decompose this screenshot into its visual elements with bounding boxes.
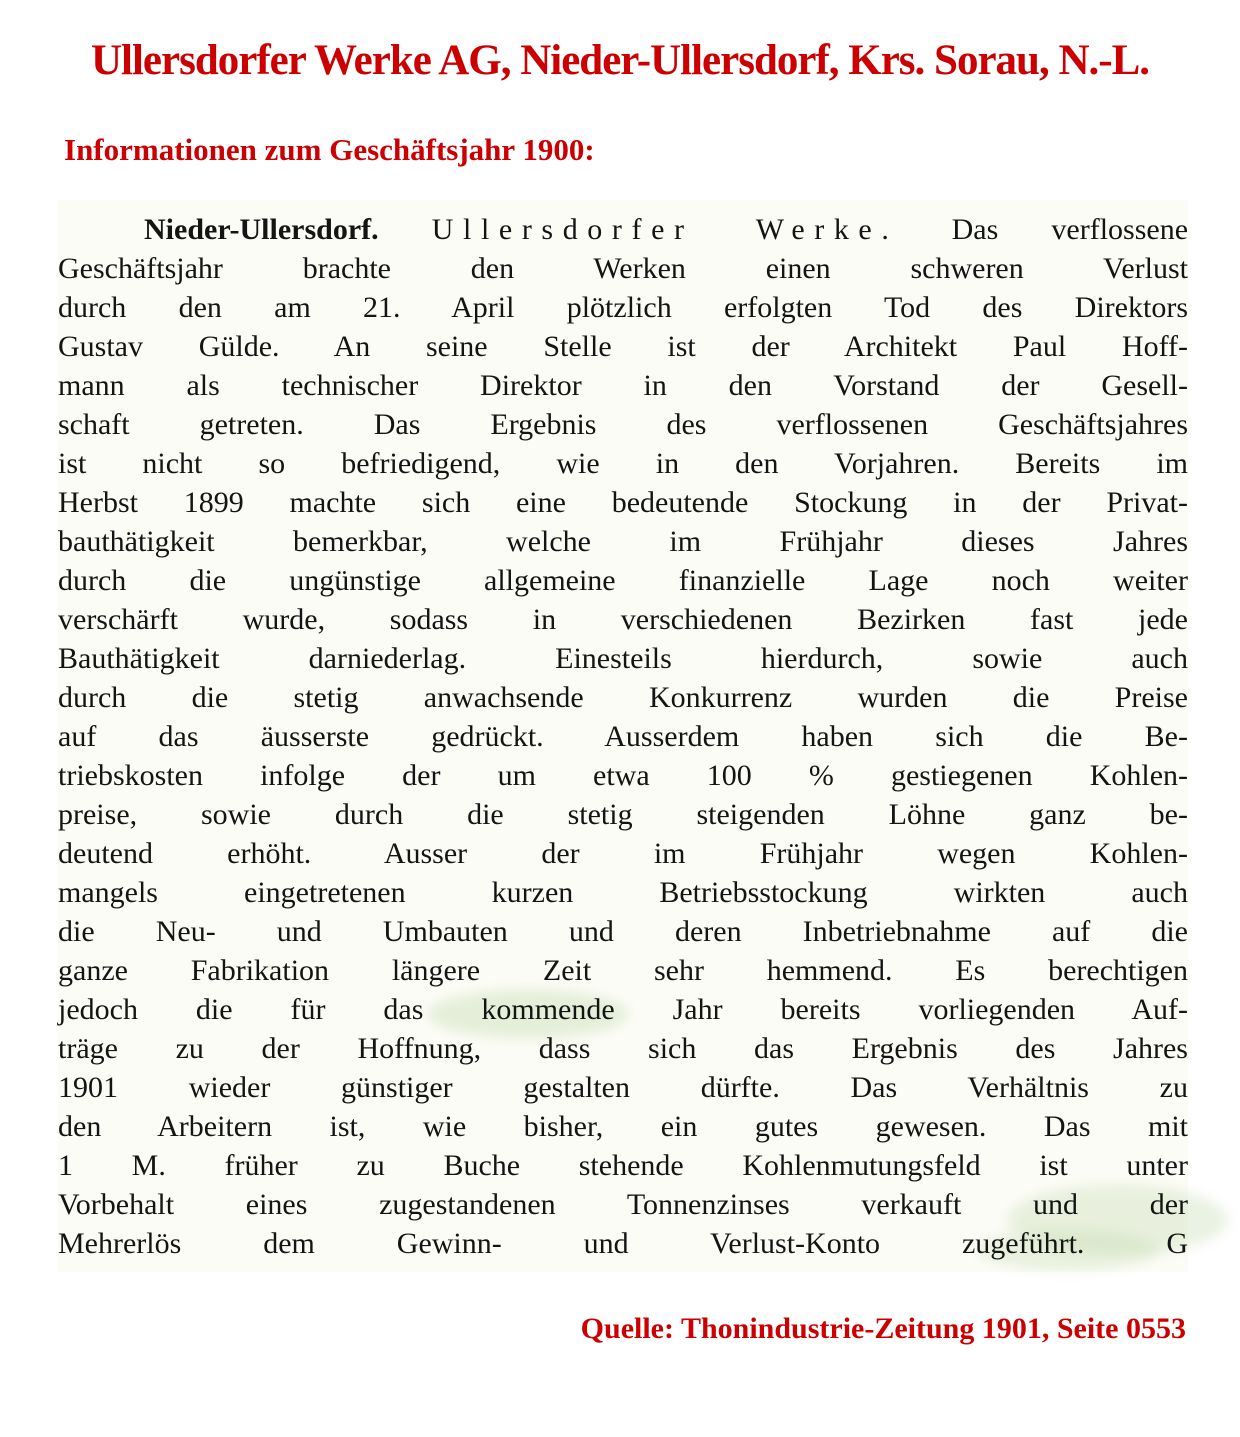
- text-line: auf das äusserste gedrückt. Ausserdem haben sich die Be-: [58, 720, 1188, 753]
- text-line: 1901 wieder günstiger gestalten dürfte. Das Verhältnis zu: [58, 1071, 1188, 1104]
- text-line: träge zu der Hoffnung, dass sich das Ergebnis des Jahres: [58, 1032, 1188, 1065]
- article-body: [58, 210, 1188, 1263]
- text-line: Geschäftsjahr brachte den Werken einen schweren Verlust: [58, 252, 1188, 285]
- text-line: deutend erhöht. Ausser der im Frühjahr wegen Kohlen-: [58, 837, 1188, 870]
- last-line-text: Mehrerlös dem Gewinn- und Verlust-Konto zugeführt.: [58, 1227, 1085, 1260]
- text-line: mann als technischer Direktor in den Vorstand der Gesell-: [58, 369, 1188, 402]
- text-line: ganze Fabrikation längere Zeit sehr hemmend. Es berechtigen: [58, 954, 1188, 987]
- company-name: Ullersdorfer Werke.: [431, 213, 899, 246]
- text-line: den Arbeitern ist, wie bisher, ein gutes gewesen. Das mit: [58, 1110, 1188, 1143]
- text-line: schaft getreten. Das Ergebnis des verflossenen Geschäftsjahres: [58, 408, 1188, 441]
- text-line-last: [58, 1224, 1188, 1263]
- text-line: mangels eingetretenen kurzen Betriebsstockung wirkten auch: [58, 876, 1188, 909]
- text-line: Gustav Gülde. An seine Stelle ist der Architekt Paul Hoff-: [58, 330, 1188, 363]
- text-line: preise, sowie durch die stetig steigenden Löhne ganz be-: [58, 798, 1188, 831]
- text-line: durch die stetig anwachsende Konkurrenz wurden die Preise: [58, 681, 1188, 714]
- page-title: Ullersdorfer Werke AG, Nieder-Ullersdorf, Krs. Sorau, N.-L.: [90, 37, 1149, 84]
- text-line: triebskosten infolge der um etwa 100 % gestiegenen Kohlen-: [58, 759, 1188, 792]
- text-line: Vorbehalt eines zugestandenen Tonnenzinses verkauft und der: [58, 1188, 1188, 1221]
- source-citation: Quelle: Thonindustrie-Zeitung 1901, Seite 0553: [580, 1312, 1186, 1345]
- text-line: die Neu- und Umbauten und deren Inbetriebnahme auf die: [58, 915, 1188, 948]
- text-line: ist nicht so befriedigend, wie in den Vorjahren. Bereits im: [58, 447, 1188, 480]
- body-lines: [58, 249, 1188, 1224]
- place-name: Nieder-Ullersdorf.: [144, 213, 379, 246]
- scanned-article: [58, 200, 1188, 1272]
- page-subtitle: Informationen zum Geschäftsjahr 1900:: [64, 132, 595, 167]
- text-line: Bauthätigkeit darniederlag. Einesteils hierdurch, sowie auch: [58, 642, 1188, 675]
- text-line: verschärft wurde, sodass in verschiedenen Bezirken fast jede: [58, 603, 1188, 636]
- text-line-first: [58, 210, 1188, 249]
- text-line: Herbst 1899 machte sich eine bedeutende Stockung in der Privat-: [58, 486, 1188, 519]
- text-line: durch die ungünstige allgemeine finanzielle Lage noch weiter: [58, 564, 1188, 597]
- correspondent-initial: G: [1166, 1227, 1188, 1260]
- text-line: bauthätigkeit bemerkbar, welche im Frühjahr dieses Jahres: [58, 525, 1188, 558]
- text-line: 1 M. früher zu Buche stehende Kohlenmutungsfeld ist unter: [58, 1149, 1188, 1182]
- text-line: jedoch die für das kommende Jahr bereits vorliegenden Auf-: [58, 993, 1188, 1026]
- text-line: durch den am 21. April plötzlich erfolgten Tod des Direktors: [58, 291, 1188, 324]
- first-line-rest: Das verflossene: [951, 213, 1189, 246]
